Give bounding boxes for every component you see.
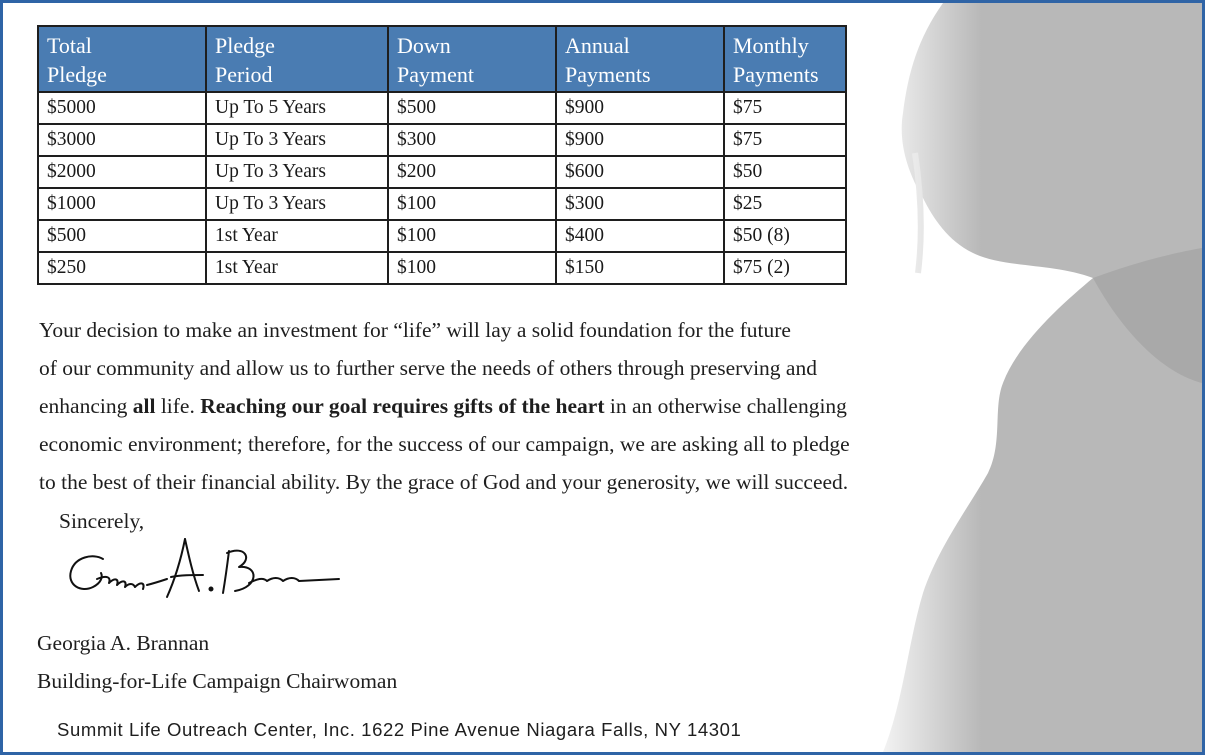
table-cell: $600 <box>556 156 724 188</box>
signer-title: Building-for-Life Campaign Chairwoman <box>37 669 398 693</box>
pledge-table-header-row <box>38 26 846 92</box>
table-cell: $900 <box>556 124 724 156</box>
letter-line: Your decision to make an investment for “life” will lay a solid foundation for the future <box>39 318 791 342</box>
table-row <box>38 156 846 188</box>
table-cell: $75 <box>724 92 846 124</box>
header-monthly-payments: Monthly Payments <box>724 26 846 92</box>
table-cell: $2000 <box>38 156 206 188</box>
table-cell: $25 <box>724 188 846 220</box>
emphasis-goal: Reaching our goal requires gifts of the heart <box>200 394 605 418</box>
signer-name: Georgia A. Brannan <box>37 631 210 655</box>
table-cell: Up To 5 Years <box>206 92 388 124</box>
table-cell: $500 <box>38 220 206 252</box>
table-cell: $50 (8) <box>724 220 846 252</box>
table-row <box>38 124 846 156</box>
table-row <box>38 188 846 220</box>
table-cell: $100 <box>388 252 556 284</box>
emphasis-all: all <box>132 394 156 418</box>
header-pledge-period: Pledge Period <box>206 26 388 92</box>
letter-line: to the best of their financial ability. By the grace of God and your generosity, we will succeed. <box>39 470 849 494</box>
header-down-payment: Down Payment <box>388 26 556 92</box>
table-cell: $50 <box>724 156 846 188</box>
table-row <box>38 252 846 284</box>
table-cell: Up To 3 Years <box>206 156 388 188</box>
pledge-table <box>37 25 847 285</box>
table-cell: $5000 <box>38 92 206 124</box>
table-cell: Up To 3 Years <box>206 124 388 156</box>
letter-body <box>39 311 1019 501</box>
table-cell: $900 <box>556 92 724 124</box>
table-cell: $100 <box>388 188 556 220</box>
table-cell: $400 <box>556 220 724 252</box>
table-cell: $250 <box>38 252 206 284</box>
letter-page <box>3 3 1202 752</box>
header-total-pledge: Total Pledge <box>38 26 206 92</box>
table-cell: $200 <box>388 156 556 188</box>
letter-line: economic environment; therefore, for the success of our campaign, we are asking all to pledge <box>39 432 850 456</box>
table-cell: $75 <box>724 124 846 156</box>
table-cell: $150 <box>556 252 724 284</box>
letter-line: of our community and allow us to further serve the needs of others through preserving and <box>39 356 817 380</box>
table-cell: $1000 <box>38 188 206 220</box>
table-cell: 1st Year <box>206 252 388 284</box>
table-cell: $75 (2) <box>724 252 846 284</box>
closing-salutation: Sincerely, <box>59 509 145 533</box>
table-cell: $300 <box>388 124 556 156</box>
table-cell: 1st Year <box>206 220 388 252</box>
table-cell: Up To 3 Years <box>206 188 388 220</box>
table-row <box>38 220 846 252</box>
table-cell: $500 <box>388 92 556 124</box>
table-cell: $3000 <box>38 124 206 156</box>
letter-line: enhancing all life. Reaching our goal requires gifts of the heart in an otherwise challenging <box>39 394 847 418</box>
footer-address: Summit Life Outreach Center, Inc. 1622 Pine Avenue Niagara Falls, NY 14301 <box>57 719 742 740</box>
table-row <box>38 92 846 124</box>
handwritten-signature-image <box>63 531 343 611</box>
table-cell: $100 <box>388 220 556 252</box>
header-annual-payments: Annual Payments <box>556 26 724 92</box>
table-cell: $300 <box>556 188 724 220</box>
